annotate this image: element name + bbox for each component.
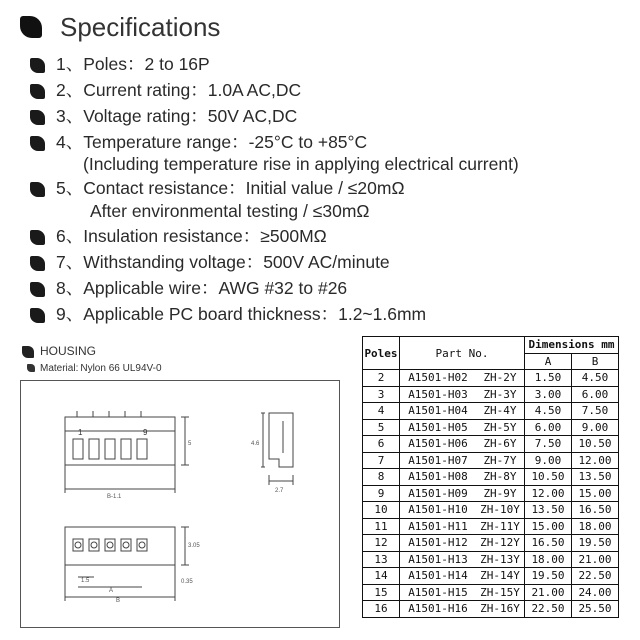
housing-drawing-svg [21, 381, 339, 627]
table-row [363, 452, 619, 469]
spec-item-withstanding [56, 252, 390, 272]
bullet-icon [30, 230, 45, 245]
cell-a: 7.50 [525, 436, 572, 453]
spec-value: -25°C to +85°C [248, 132, 368, 152]
cell-b: 16.50 [572, 502, 619, 519]
spec-item-wire [56, 278, 347, 298]
spec-label: Temperature range ： [83, 132, 248, 152]
cell-zh-no: ZH-12Y [476, 535, 525, 552]
spec-item-insulation [56, 226, 327, 246]
cell-zh-no: ZH-5Y [476, 419, 525, 436]
spec-num: 9、 [56, 304, 84, 324]
front-view [65, 411, 189, 493]
spec-label: Insulation resistance ： [83, 226, 260, 246]
dimensions-table-body [363, 370, 619, 618]
cell-part-no: A1501-H14 [400, 568, 477, 585]
cell-a: 19.50 [525, 568, 572, 585]
cell-b: 22.50 [572, 568, 619, 585]
cell-a: 3.00 [525, 386, 572, 403]
spec-label: Applicable wire ： [83, 278, 218, 298]
material-line [40, 363, 162, 374]
cell-zh-no: ZH-15Y [476, 584, 525, 601]
cell-part-no: A1501-H02 [400, 370, 477, 387]
cell-zh-no: ZH-16Y [476, 601, 525, 618]
cell-poles: 2 [363, 370, 400, 387]
cell-b: 4.50 [572, 370, 619, 387]
cell-part-no: A1501-H07 [400, 452, 477, 469]
side-view [261, 413, 293, 485]
cell-b: 7.50 [572, 403, 619, 420]
spec-num: 3、 [56, 106, 84, 126]
cell-a: 4.50 [525, 403, 572, 420]
pin-1-label: 1 [78, 428, 83, 437]
cell-poles: 16 [363, 601, 400, 618]
spec-num: 2、 [56, 80, 84, 100]
cell-zh-no: ZH-2Y [476, 370, 525, 387]
header-part-no: Part No. [400, 337, 525, 370]
pin-9-label: 9 [143, 428, 148, 437]
bullet-icon [30, 136, 45, 151]
spec-label: Contact resistance ： [83, 178, 245, 198]
cell-poles: 4 [363, 403, 400, 420]
spec-value: 1.2~1.6mm [338, 304, 427, 324]
cell-poles: 3 [363, 386, 400, 403]
cell-zh-no: ZH-6Y [476, 436, 525, 453]
spec-label: Voltage rating ： [83, 106, 208, 126]
cell-poles: 11 [363, 518, 400, 535]
spec-value: 1.0A AC,DC [207, 80, 302, 100]
table-row [363, 584, 619, 601]
cell-zh-no: ZH-11Y [476, 518, 525, 535]
cell-a: 22.50 [525, 601, 572, 618]
spec-item-contact-resistance [56, 178, 405, 198]
spec-num: 5、 [56, 178, 84, 198]
cell-part-no: A1501-H05 [400, 419, 477, 436]
cell-poles: 10 [363, 502, 400, 519]
spec-value: 2 to 16P [144, 54, 210, 74]
cell-b: 18.00 [572, 518, 619, 535]
cell-part-no: A1501-H08 [400, 469, 477, 486]
cell-poles: 14 [363, 568, 400, 585]
page-title: Specifications [60, 12, 221, 42]
dim-b-minus-label: B-1.1 [107, 494, 122, 500]
table-row [363, 485, 619, 502]
spec-item-voltage [56, 106, 297, 126]
cell-part-no: A1501-H11 [400, 518, 477, 535]
cell-part-no: A1501-H10 [400, 502, 477, 519]
bottom-view [65, 527, 189, 601]
spec-num: 1、 [56, 54, 84, 74]
header-a: A [525, 353, 572, 370]
spec-value: Initial value / ≤20mΩ [245, 178, 405, 198]
bullet-icon [30, 182, 45, 197]
housing-title: HOUSING [40, 344, 97, 358]
dimensions-table [362, 336, 619, 618]
spec-note-contact-resistance: After environmental testing / ≤30mΩ [90, 201, 370, 221]
dim-b-label: B [116, 598, 121, 604]
spec-value: 50V AC,DC [207, 106, 298, 126]
spec-label: Poles ： [83, 54, 144, 74]
dim-46-label: 4.6 [251, 441, 260, 447]
dim-305-label: 3.05 [188, 543, 200, 549]
cell-b: 15.00 [572, 485, 619, 502]
spec-num: 8、 [56, 278, 84, 298]
table-row [363, 403, 619, 420]
cell-part-no: A1501-H04 [400, 403, 477, 420]
cell-a: 6.00 [525, 419, 572, 436]
bullet-icon [30, 58, 45, 73]
cell-part-no: A1501-H15 [400, 584, 477, 601]
cell-zh-no: ZH-4Y [476, 403, 525, 420]
material-value: Nylon 66 UL94V-0 [80, 363, 162, 374]
cell-b: 24.00 [572, 584, 619, 601]
cell-part-no: A1501-H12 [400, 535, 477, 552]
housing-drawing [20, 380, 340, 628]
cell-a: 1.50 [525, 370, 572, 387]
bullet-icon [30, 110, 45, 125]
cell-a: 10.50 [525, 469, 572, 486]
cell-poles: 12 [363, 535, 400, 552]
title-bullet-icon [20, 16, 42, 38]
cell-b: 19.50 [572, 535, 619, 552]
spec-note-temperature: (Including temperature rise in applying electrical current) [83, 154, 519, 174]
cell-zh-no: ZH-14Y [476, 568, 525, 585]
cell-b: 9.00 [572, 419, 619, 436]
spec-item-current [56, 80, 301, 100]
bullet-icon [30, 282, 45, 297]
header-poles: Poles [363, 337, 400, 370]
spec-value: 500V AC/minute [263, 252, 390, 272]
cell-part-no: A1501-H09 [400, 485, 477, 502]
cell-a: 18.00 [525, 551, 572, 568]
table-row [363, 469, 619, 486]
cell-b: 12.00 [572, 452, 619, 469]
table-row [363, 370, 619, 387]
front-view-body [65, 417, 175, 465]
dim-5-label: 5 [188, 441, 192, 447]
material-label: Material : [40, 363, 80, 374]
cell-part-no: A1501-H03 [400, 386, 477, 403]
header-b: B [572, 353, 619, 370]
table-row [363, 601, 619, 618]
side-view-body [269, 413, 293, 467]
spec-label: Withstanding voltage ： [83, 252, 263, 272]
cell-poles: 13 [363, 551, 400, 568]
dim-a-label: A [109, 588, 114, 594]
bullet-icon [30, 84, 45, 99]
cell-b: 6.00 [572, 386, 619, 403]
table-row [363, 386, 619, 403]
spec-value: ≥500MΩ [260, 226, 327, 246]
spec-num: 4、 [56, 132, 84, 152]
cell-zh-no: ZH-13Y [476, 551, 525, 568]
spec-value: AWG #32 to #26 [218, 278, 348, 298]
cell-a: 21.00 [525, 584, 572, 601]
table-row [363, 518, 619, 535]
spec-label: Applicable PC board thickness ： [83, 304, 338, 324]
cell-b: 21.00 [572, 551, 619, 568]
material-bullet-icon [27, 364, 35, 372]
dim-27-label: 2.7 [275, 488, 284, 494]
cell-part-no: A1501-H16 [400, 601, 477, 618]
cell-zh-no: ZH-9Y [476, 485, 525, 502]
table-row [363, 535, 619, 552]
table-row [363, 568, 619, 585]
cell-zh-no: ZH-10Y [476, 502, 525, 519]
cell-zh-no: ZH-3Y [476, 386, 525, 403]
cell-part-no: A1501-H06 [400, 436, 477, 453]
cell-poles: 15 [363, 584, 400, 601]
cell-a: 16.50 [525, 535, 572, 552]
cell-poles: 9 [363, 485, 400, 502]
dim-15-label: 1.5 [81, 578, 90, 584]
bullet-icon [30, 256, 45, 271]
cell-a: 15.00 [525, 518, 572, 535]
cell-part-no: A1501-H13 [400, 551, 477, 568]
cell-b: 10.50 [572, 436, 619, 453]
cell-poles: 6 [363, 436, 400, 453]
housing-bullet-icon [22, 346, 34, 358]
cell-poles: 8 [363, 469, 400, 486]
spec-label: Current rating ： [83, 80, 208, 100]
table-row [363, 419, 619, 436]
header-dimensions: Dimensions mm [525, 337, 619, 354]
bottom-view-body [65, 527, 175, 565]
cell-zh-no: ZH-8Y [476, 469, 525, 486]
spec-num: 7、 [56, 252, 84, 272]
cell-b: 13.50 [572, 469, 619, 486]
spec-item-pc-board [56, 304, 426, 324]
cell-a: 13.50 [525, 502, 572, 519]
dim-035-label: 0.35 [181, 579, 193, 585]
spec-item-temperature [56, 132, 367, 152]
table-row [363, 502, 619, 519]
table-row [363, 436, 619, 453]
cell-poles: 5 [363, 419, 400, 436]
spec-num: 6、 [56, 226, 84, 246]
bullet-icon [30, 308, 45, 323]
table-row [363, 551, 619, 568]
cell-a: 12.00 [525, 485, 572, 502]
cell-zh-no: ZH-7Y [476, 452, 525, 469]
cell-a: 9.00 [525, 452, 572, 469]
cell-b: 25.50 [572, 601, 619, 618]
spec-item-poles [56, 54, 210, 74]
cell-poles: 7 [363, 452, 400, 469]
